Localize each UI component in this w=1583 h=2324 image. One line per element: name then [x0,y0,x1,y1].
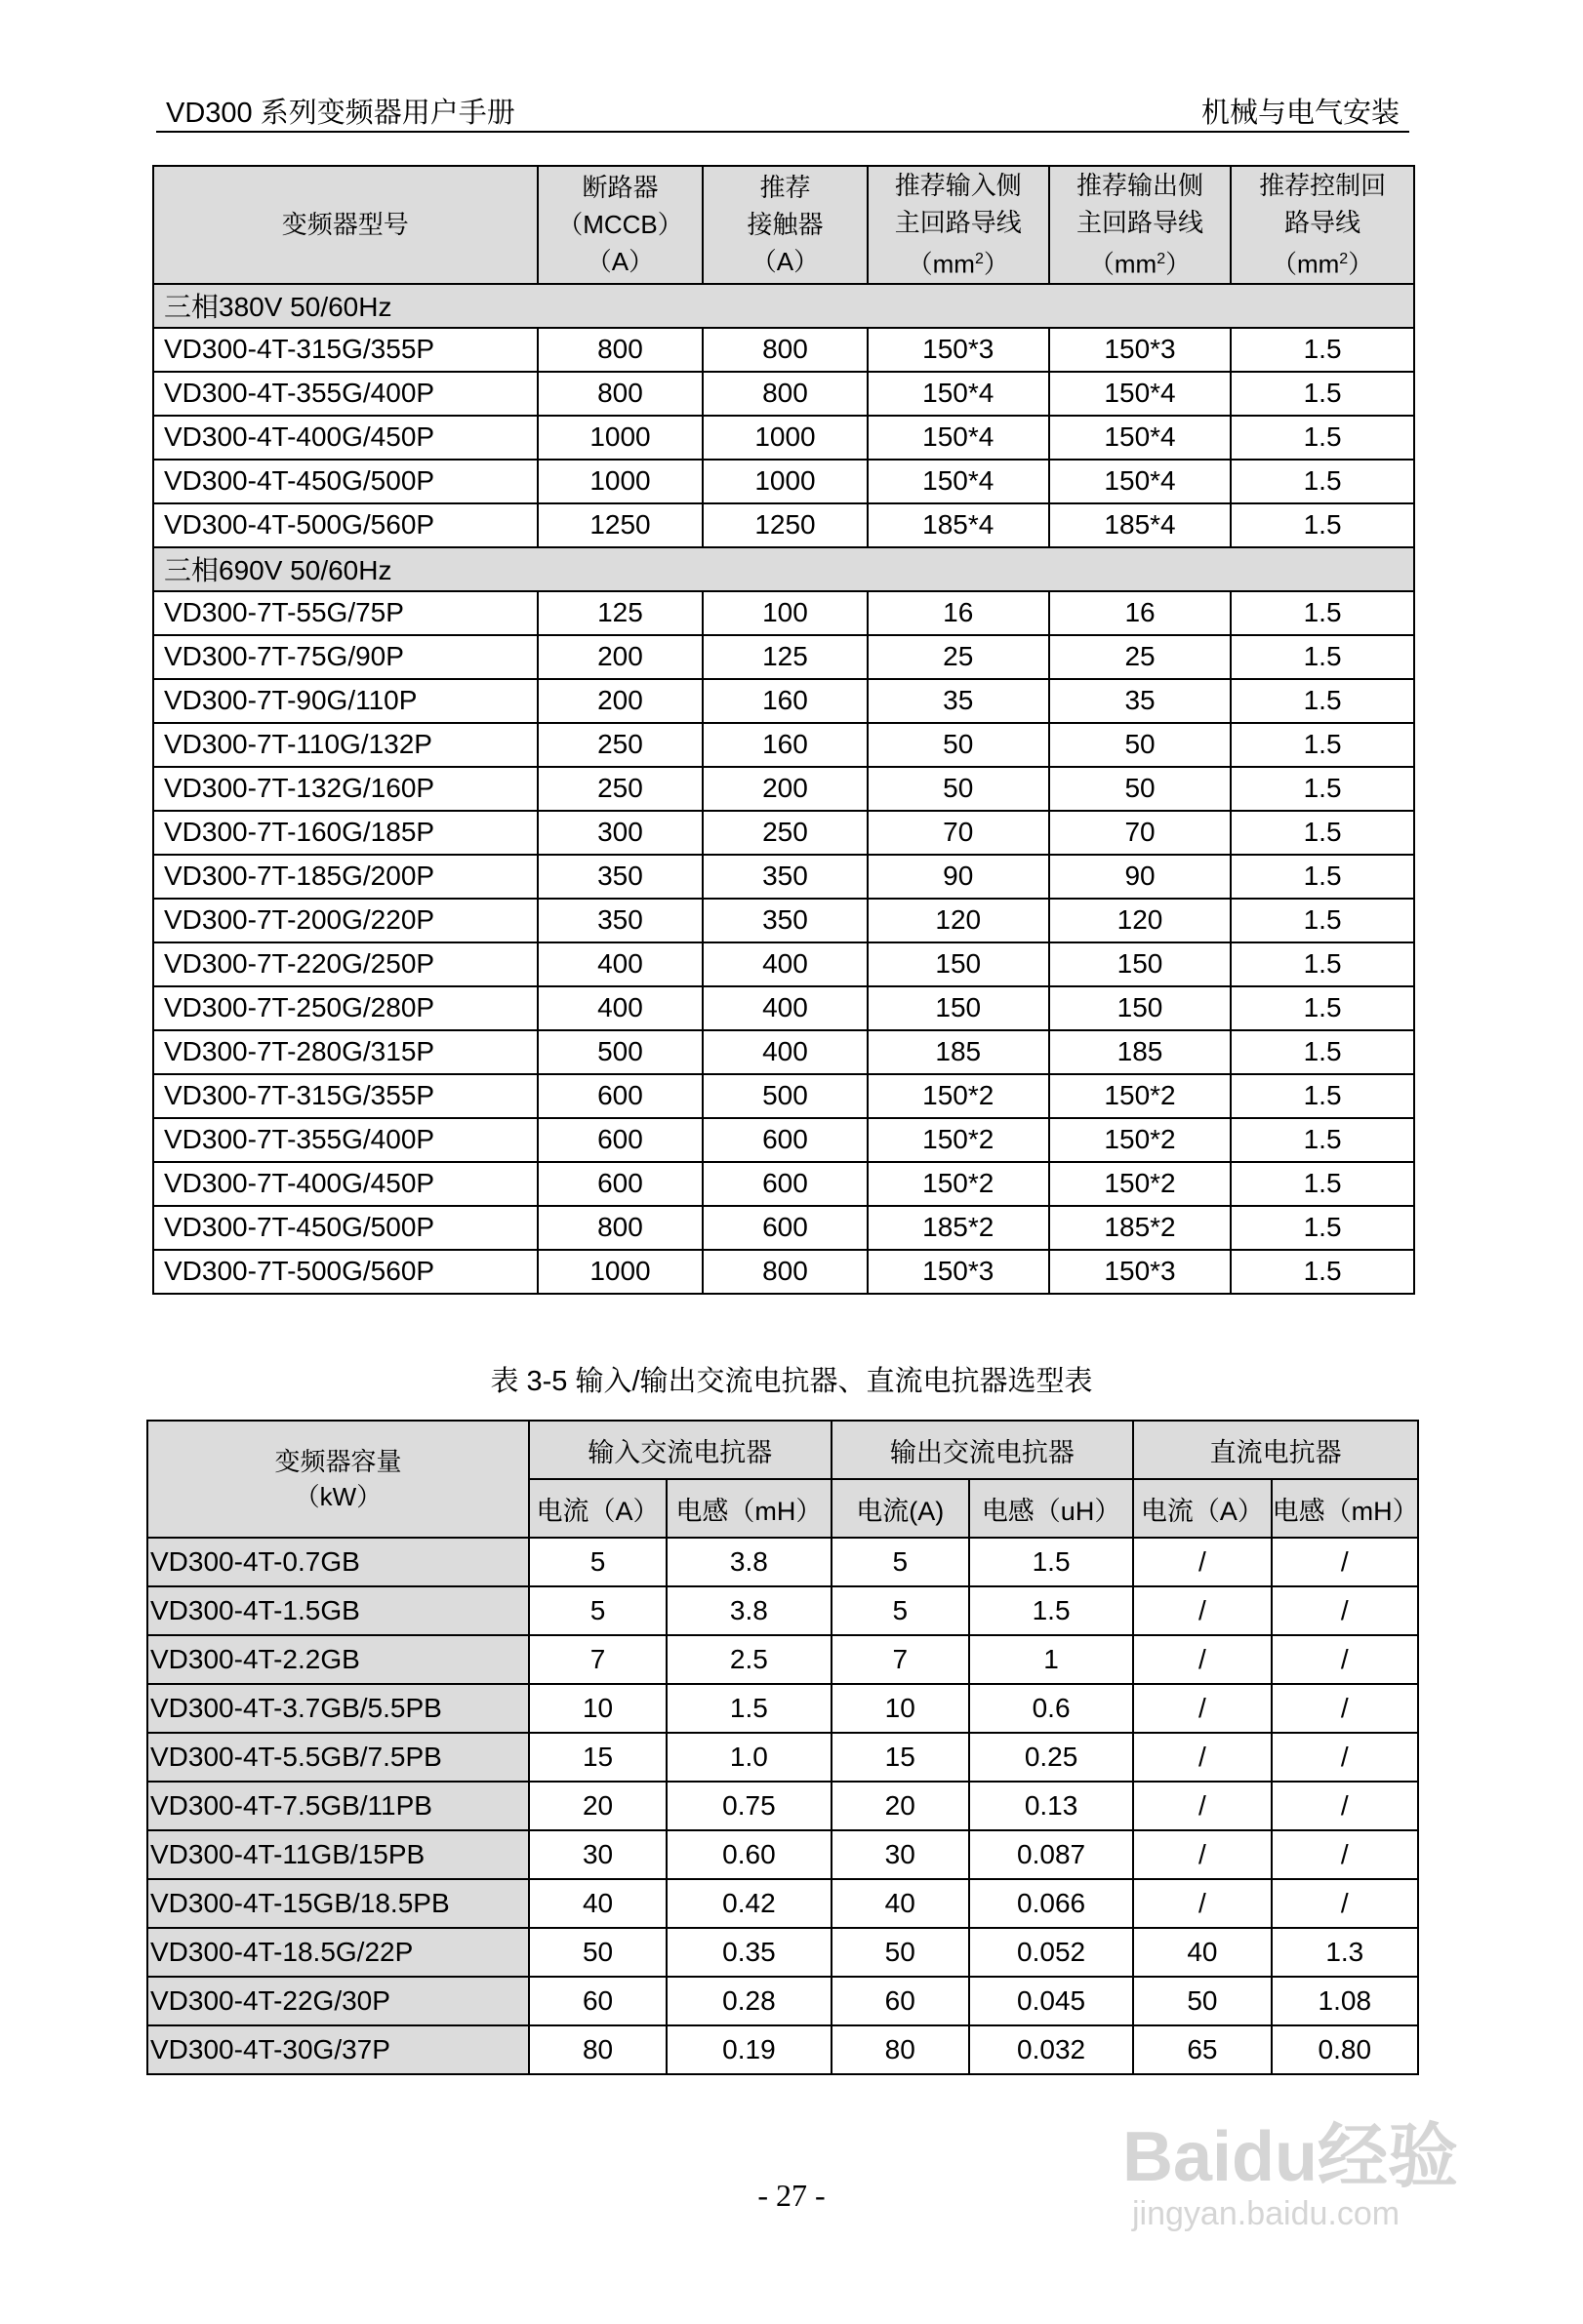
table-cell: 800 [538,328,704,372]
table-cell: 800 [703,1250,867,1294]
table-cell: 600 [538,1162,704,1206]
column-subheader: 电流（A） [1133,1479,1271,1538]
model-cell: VD300-4T-1.5GB [147,1586,529,1635]
table-cell: 1.5 [1231,899,1414,942]
table-cell: 185 [868,1030,1049,1074]
table-cell: 150*2 [868,1162,1049,1206]
group-header: 直流电抗器 [1133,1421,1418,1479]
table-cell: 10 [529,1684,667,1733]
table-cell: 1.5 [1231,723,1414,767]
table-row [153,591,1414,635]
model-cell: VD300-4T-5.5GB/7.5PB [147,1733,529,1782]
table-cell: 350 [703,899,867,942]
table-row [147,1782,1418,1830]
model-cell: VD300-4T-30G/37P [147,2025,529,2074]
table-cell: 150*3 [868,328,1049,372]
table-row [153,416,1414,460]
table-cell: 1.5 [1231,635,1414,679]
table-cell: 0.13 [969,1782,1133,1830]
model-cell: VD300-7T-355G/400P [153,1118,538,1162]
table-cell: 10 [832,1684,969,1733]
table-cell: 15 [832,1733,969,1782]
table-row [153,328,1414,372]
table-cell: 1.5 [1231,855,1414,899]
table-cell: 1 [969,1635,1133,1684]
table-cell: 1.5 [1231,460,1414,503]
column-subheader: 电流（A） [529,1479,667,1538]
table-cell: 400 [703,986,867,1030]
table-cell: 1.5 [1231,942,1414,986]
baidu-watermark-logo [1113,2098,1474,2244]
table-cell: 0.42 [667,1879,831,1928]
table-cell: 150*2 [1049,1074,1231,1118]
table-cell: 150*3 [1049,1250,1231,1294]
table-cell: 100 [703,591,867,635]
model-cell: VD300-4T-3.7GB/5.5PB [147,1684,529,1733]
model-cell: VD300-4T-22G/30P [147,1977,529,2025]
table-cell: / [1272,1586,1418,1635]
table-cell: 0.045 [969,1977,1133,2025]
model-cell: VD300-4T-400G/450P [153,416,538,460]
table-cell: 350 [538,899,704,942]
table-cell: 1.5 [1231,416,1414,460]
table-cell: / [1133,1830,1271,1879]
model-cell: VD300-7T-250G/280P [153,986,538,1030]
table-cell: 600 [703,1118,867,1162]
table-row [153,679,1414,723]
table-cell: 60 [832,1977,969,2025]
table-header-row [153,166,1414,284]
table-cell: 50 [1049,767,1231,811]
table-cell: 0.75 [667,1782,831,1830]
table-cell: 1000 [538,460,704,503]
table-cell: 500 [703,1074,867,1118]
table-cell: 1250 [703,503,867,547]
table-cell: 0.066 [969,1879,1133,1928]
table-cell: 5 [832,1586,969,1635]
table-cell: 70 [1049,811,1231,855]
table-row [147,1684,1418,1733]
table-cell: 1.08 [1272,1977,1418,2025]
table-cell: 200 [538,635,704,679]
table-row [153,811,1414,855]
chapter-title: 机械与电气安装 [1200,98,1400,129]
table-cell: 50 [868,723,1049,767]
table-cell: 0.35 [667,1928,831,1977]
table-row [153,503,1414,547]
model-cell: VD300-7T-160G/185P [153,811,538,855]
table-cell: 150*4 [1049,460,1231,503]
table-row [153,1162,1414,1206]
model-cell: VD300-7T-315G/355P [153,1074,538,1118]
table-cell: 0.19 [667,2025,831,2074]
table-row [153,723,1414,767]
table-cell: 0.052 [969,1928,1133,1977]
table-row [147,1586,1418,1635]
table-cell: 600 [703,1162,867,1206]
table-row [153,460,1414,503]
table-row [153,372,1414,416]
column-header: 变频器型号 [153,166,538,284]
table-cell: / [1272,1538,1418,1586]
table-row [153,767,1414,811]
table-cell: 400 [538,986,704,1030]
table-cell: 1.5 [1231,986,1414,1030]
table-cell: / [1272,1830,1418,1879]
table-cell: 1000 [538,1250,704,1294]
table-cell: 150*4 [868,460,1049,503]
model-cell: VD300-4T-500G/560P [153,503,538,547]
table-cell: 150*3 [1049,328,1231,372]
table-row [153,1030,1414,1074]
table-cell: 1.5 [1231,1074,1414,1118]
table-cell: / [1133,1684,1271,1733]
table-cell: 1.5 [1231,372,1414,416]
table-cell: 80 [529,2025,667,2074]
table-row [147,1977,1418,2025]
table-cell: 25 [1049,635,1231,679]
column-header: 推荐输出侧 主回路导线 $(mm^2)$ [1049,166,1231,284]
model-cell: VD300-4T-7.5GB/11PB [147,1782,529,1830]
column-subheader: 电感（mH） [667,1479,831,1538]
table-cell: 5 [832,1538,969,1586]
table-cell: 600 [703,1206,867,1250]
table-cell: 1.5 [1231,1250,1414,1294]
table-cell: 150*2 [1049,1118,1231,1162]
table-row [153,1118,1414,1162]
table-cell: 1.5 [1231,1162,1414,1206]
model-cell: VD300-4T-11GB/15PB [147,1830,529,1879]
model-cell: VD300-7T-400G/450P [153,1162,538,1206]
table-cell: 600 [538,1074,704,1118]
table-row [147,1928,1418,1977]
table-cell: 3.8 [667,1538,831,1586]
model-cell: VD300-4T-18.5G/22P [147,1928,529,1977]
table-cell: 120 [868,899,1049,942]
table-cell: 160 [703,679,867,723]
table-cell: 350 [703,855,867,899]
table-cell: 200 [538,679,704,723]
section-title: 三相380V 50/60Hz [153,284,1414,328]
table-cell: 1.5 [1231,1206,1414,1250]
table-cell: 0.80 [1272,2025,1418,2074]
table-cell: / [1272,1635,1418,1684]
table-cell: 150 [868,986,1049,1030]
model-cell: VD300-4T-315G/355P [153,328,538,372]
table-cell: 125 [703,635,867,679]
table-cell: 160 [703,723,867,767]
table-cell: 120 [1049,899,1231,942]
table-cell: 1.5 [1231,1118,1414,1162]
table-cell: 150*4 [1049,372,1231,416]
table-cell: 90 [1049,855,1231,899]
model-cell: VD300-7T-280G/315P [153,1030,538,1074]
table-cell: 40 [1133,1928,1271,1977]
table-cell: 70 [868,811,1049,855]
table-row [153,635,1414,679]
table-cell: 1.5 [1231,679,1414,723]
table-cell: 185*2 [868,1206,1049,1250]
column-subheader: 电感（uH） [969,1479,1133,1538]
capacity-header: 变频器容量 （kW） [147,1421,529,1538]
table-cell: 150 [868,942,1049,986]
table-cell: / [1133,1586,1271,1635]
table-cell: / [1133,1733,1271,1782]
model-cell: VD300-4T-450G/500P [153,460,538,503]
table-cell: 800 [703,328,867,372]
table-cell: 185*2 [1049,1206,1231,1250]
table-cell: 1250 [538,503,704,547]
table-cell: 250 [538,767,704,811]
model-cell: VD300-4T-2.2GB [147,1635,529,1684]
table-cell: 25 [868,635,1049,679]
table-row [153,942,1414,986]
table-cell: 500 [538,1030,704,1074]
table-cell: 40 [529,1879,667,1928]
table-cell: 35 [1049,679,1231,723]
table-cell: 0.25 [969,1733,1133,1782]
wiring-selection-table [152,165,1415,1295]
table-cell: 400 [703,1030,867,1074]
page-header [156,86,1409,133]
table-cell: 300 [538,811,704,855]
column-header: 推荐控制回 路导线 $(mm^2)$ [1231,166,1414,284]
table-row [147,2025,1418,2074]
table-row [153,986,1414,1030]
table-cell: 90 [868,855,1049,899]
section-title: 三相690V 50/60Hz [153,547,1414,591]
table-cell: 800 [538,1206,704,1250]
table-cell: 1.5 [969,1538,1133,1586]
table-caption: 表 3-5 输入/输出交流电抗器、直流电抗器选型表 [490,1366,1093,1397]
table-cell: 5 [529,1586,667,1635]
model-cell: VD300-7T-55G/75P [153,591,538,635]
table-cell: 1.0 [667,1733,831,1782]
table-cell: 20 [832,1782,969,1830]
table-row [147,1538,1418,1586]
model-cell: VD300-7T-90G/110P [153,679,538,723]
table-cell: 30 [529,1830,667,1879]
table-cell: / [1133,1879,1271,1928]
table-cell: 2.5 [667,1635,831,1684]
table-cell: 800 [703,372,867,416]
table-cell: 65 [1133,2025,1271,2074]
table-cell: / [1272,1684,1418,1733]
table-cell: / [1272,1733,1418,1782]
table-cell: 800 [538,372,704,416]
column-header: 推荐输入侧 主回路导线 $(mm^2)$ [868,166,1049,284]
table-cell: 1.5 [969,1586,1133,1635]
table-cell: 400 [703,942,867,986]
table-row [153,1250,1414,1294]
model-cell: VD300-7T-450G/500P [153,1206,538,1250]
watermark-brand: Baidu经验 [1122,2118,1459,2196]
table-cell: 1.5 [1231,767,1414,811]
table-group-header-row [147,1421,1418,1479]
table-cell: 3.8 [667,1586,831,1635]
table-cell: 150*2 [868,1118,1049,1162]
column-header: 推荐 接触器 （A） [703,166,867,284]
model-cell: VD300-4T-355G/400P [153,372,538,416]
table-cell: 0.087 [969,1830,1133,1879]
model-cell: VD300-7T-500G/560P [153,1250,538,1294]
table-cell: 150 [1049,986,1231,1030]
table-row [153,899,1414,942]
watermark-url: jingyan.baidu.com [1132,2195,1400,2232]
model-cell: VD300-4T-15GB/18.5PB [147,1879,529,1928]
table-cell: 40 [832,1879,969,1928]
table-cell: 125 [538,591,704,635]
table-cell: 7 [529,1635,667,1684]
table-cell: / [1133,1538,1271,1586]
table-cell: 15 [529,1733,667,1782]
table-cell: 1.5 [1231,591,1414,635]
table-row [147,1635,1418,1684]
table-row [153,855,1414,899]
manual-title: VD300 系列变频器用户手册 [166,98,515,129]
table-cell: 1.5 [1231,503,1414,547]
table-cell: 250 [703,811,867,855]
table-cell: 250 [538,723,704,767]
table-cell: 600 [538,1118,704,1162]
table-cell: / [1272,1879,1418,1928]
table-row [153,1074,1414,1118]
table-cell: 7 [832,1635,969,1684]
table-cell: 1000 [703,460,867,503]
group-header: 输出交流电抗器 [832,1421,1134,1479]
table-cell: 0.28 [667,1977,831,2025]
column-subheader: 电流(A) [832,1479,969,1538]
table-cell: 50 [1049,723,1231,767]
table-row [153,1206,1414,1250]
table-cell: 185*4 [868,503,1049,547]
table-cell: 185*4 [1049,503,1231,547]
table-cell: 1.5 [1231,328,1414,372]
table-cell: 150*2 [1049,1162,1231,1206]
table-cell: 150*4 [868,372,1049,416]
table-cell: 1.5 [667,1684,831,1733]
table-cell: 0.6 [969,1684,1133,1733]
model-cell: VD300-7T-75G/90P [153,635,538,679]
model-cell: VD300-4T-0.7GB [147,1538,529,1586]
table-cell: 1.5 [1231,1030,1414,1074]
table-cell: 400 [538,942,704,986]
table-row [147,1830,1418,1879]
table-cell: 30 [832,1830,969,1879]
table-cell: 50 [868,767,1049,811]
table-cell: 0.032 [969,2025,1133,2074]
table-cell: 5 [529,1538,667,1586]
table-cell: 0.60 [667,1830,831,1879]
table-cell: 1000 [538,416,704,460]
table-cell: 185 [1049,1030,1231,1074]
table-cell: 50 [529,1928,667,1977]
group-header: 输入交流电抗器 [529,1421,832,1479]
model-cell: VD300-7T-185G/200P [153,855,538,899]
model-cell: VD300-7T-110G/132P [153,723,538,767]
table-cell: 1.3 [1272,1928,1418,1977]
table-cell: / [1133,1782,1271,1830]
table-cell: 150*4 [868,416,1049,460]
section-row [153,284,1414,328]
table-cell: 1000 [703,416,867,460]
column-subheader: 电感（mH） [1272,1479,1418,1538]
table-cell: 150*3 [868,1250,1049,1294]
reactor-selection-table [146,1420,1419,2075]
table-cell: / [1272,1782,1418,1830]
model-cell: VD300-7T-220G/250P [153,942,538,986]
model-cell: VD300-7T-200G/220P [153,899,538,942]
table-row [147,1733,1418,1782]
table-cell: 50 [1133,1977,1271,2025]
table-cell: 60 [529,1977,667,2025]
table-cell: 20 [529,1782,667,1830]
table-cell: 200 [703,767,867,811]
table-cell: 350 [538,855,704,899]
table-cell: 150*2 [868,1074,1049,1118]
table-row [147,1879,1418,1928]
table-cell: / [1133,1635,1271,1684]
table-cell: 35 [868,679,1049,723]
table-cell: 80 [832,2025,969,2074]
model-cell: VD300-7T-132G/160P [153,767,538,811]
section-row [153,547,1414,591]
table-cell: 16 [868,591,1049,635]
table-cell: 150*4 [1049,416,1231,460]
page-number: - 27 - [757,2178,826,2213]
table-cell: 1.5 [1231,811,1414,855]
table-cell: 16 [1049,591,1231,635]
column-header: 断路器 （MCCB） （A） [538,166,704,284]
table-cell: 50 [832,1928,969,1977]
table-cell: 150 [1049,942,1231,986]
